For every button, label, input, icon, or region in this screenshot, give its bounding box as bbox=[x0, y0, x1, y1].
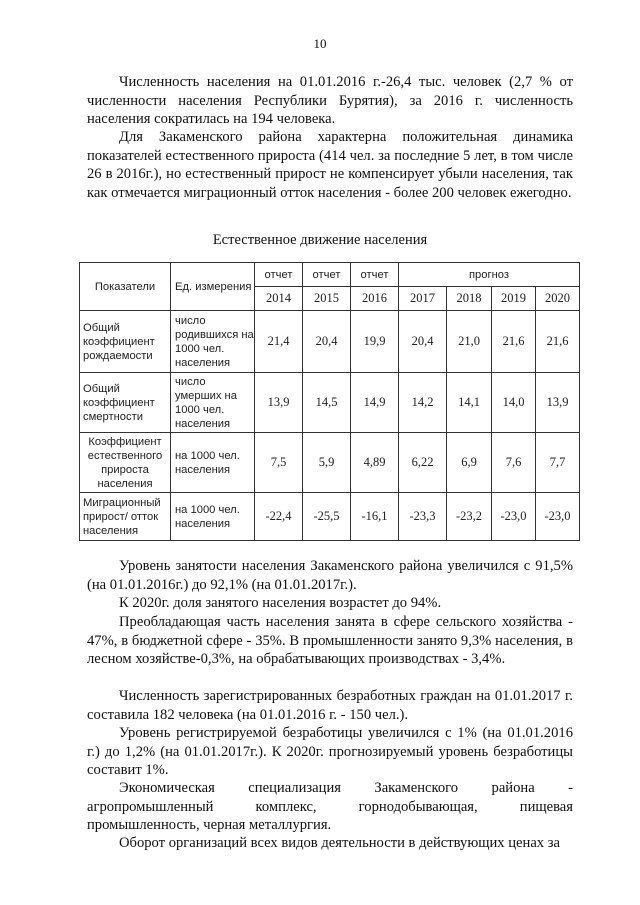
row-value: 14,9 bbox=[351, 373, 399, 433]
header-forecast: прогноз bbox=[399, 263, 580, 287]
row-indicator: Общий коэффициент рождаемости bbox=[80, 311, 171, 373]
paragraph-population: Численность населения на 01.01.2016 г.-26,4 тыс. человек (2,7 % от численности населения Республики Бурятия), за 2016 г. численность населения сократилась на 194 человека. bbox=[87, 74, 573, 127]
row-value: 20,4 bbox=[399, 311, 447, 373]
paragraph-employment-forecast: К 2020г. доля занятого населения возрастет до 94%. bbox=[119, 595, 442, 611]
page-number: 10 bbox=[313, 36, 327, 51]
header-year: 2018 bbox=[447, 287, 492, 311]
paragraph-specialization: Экономическая специализация Закаменского района - агропромышленный комплекс, горнодобывающая, пищевая промышленность, черная металлургия. bbox=[87, 780, 573, 833]
header-year: 2014 bbox=[255, 287, 303, 311]
row-value: 14,1 bbox=[447, 373, 492, 433]
row-value: 7,6 bbox=[492, 433, 536, 493]
row-indicator: Общий коэффициент смертности bbox=[80, 373, 171, 433]
row-value: 21,6 bbox=[492, 311, 536, 373]
paragraph-sectors: Преобладающая часть населения занята в сфере сельского хозяйства - 47%, в бюджетной сфере - 35%. В промышленности занято 9,3% населения, в лесном хозяйстве-0,3%, на обрабатывающих производствах - 3,4%. bbox=[87, 614, 573, 667]
row-value: 14,0 bbox=[492, 373, 536, 433]
header-report: отчет bbox=[351, 263, 399, 287]
paragraph-unemployment-rate: Уровень регистрируемой безработицы увеличился с 1% (на 01.01.2016 г.) до 1,2% (на 01.01.2017г.). К 2020г. прогнозируемый уровень безработицы составит 1%. bbox=[87, 725, 573, 778]
header-year: 2017 bbox=[399, 287, 447, 311]
row-unit: на 1000 чел. населения bbox=[171, 433, 255, 493]
header-report: отчет bbox=[255, 263, 303, 287]
row-value: 20,4 bbox=[303, 311, 351, 373]
row-unit: на 1000 чел. населения bbox=[171, 493, 255, 541]
row-value: 14,5 bbox=[303, 373, 351, 433]
table-title: Естественное движение населения bbox=[212, 232, 428, 248]
row-value: 13,9 bbox=[536, 373, 580, 433]
paragraph-unemployed: Численность зарегистрированных безработных граждан на 01.01.2017 г. составила 182 человека (на 01.01.2016 г. - 150 чел.). bbox=[87, 688, 573, 723]
row-value: -16,1 bbox=[351, 493, 399, 541]
table-row bbox=[80, 373, 580, 433]
row-value: 19,9 bbox=[351, 311, 399, 373]
row-value: 4,89 bbox=[351, 433, 399, 493]
table-header-row bbox=[80, 263, 580, 287]
row-value: -22,4 bbox=[255, 493, 303, 541]
row-value: 21,0 bbox=[447, 311, 492, 373]
header-year: 2020 bbox=[536, 287, 580, 311]
row-value: 7,7 bbox=[536, 433, 580, 493]
row-value: -23,0 bbox=[536, 493, 580, 541]
header-report: отчет bbox=[303, 263, 351, 287]
row-unit: число родившихся на 1000 чел. населения bbox=[171, 311, 255, 373]
row-value: 7,5 bbox=[255, 433, 303, 493]
row-value: 6,22 bbox=[399, 433, 447, 493]
row-value: 21,4 bbox=[255, 311, 303, 373]
row-value: 14,2 bbox=[399, 373, 447, 433]
row-value: 5,9 bbox=[303, 433, 351, 493]
table-row bbox=[80, 433, 580, 493]
row-value: -25,5 bbox=[303, 493, 351, 541]
row-value: 21,6 bbox=[536, 311, 580, 373]
population-movement-table bbox=[79, 262, 580, 541]
row-value: -23,3 bbox=[399, 493, 447, 541]
header-year: 2019 bbox=[492, 287, 536, 311]
table-row bbox=[80, 493, 580, 541]
row-indicator: Миграционный прирост/ отток населения bbox=[80, 493, 171, 541]
table-row bbox=[80, 311, 580, 373]
row-unit: число умерших на 1000 чел. населения bbox=[171, 373, 255, 433]
paragraph-turnover: Оборот организаций всех видов деятельности в действующих ценах за bbox=[119, 835, 560, 851]
row-value: 6,9 bbox=[447, 433, 492, 493]
header-unit: Ед. измерения bbox=[171, 263, 255, 311]
row-indicator: Коэффициент естественного прироста населения bbox=[80, 433, 171, 493]
header-year: 2016 bbox=[351, 287, 399, 311]
row-value: -23,0 bbox=[492, 493, 536, 541]
row-value: 13,9 bbox=[255, 373, 303, 433]
paragraph-employment: Уровень занятости населения Закаменского района увеличился с 91,5% (на 01.01.2016г.) до 92,1% (на 01.01.2017г.). bbox=[87, 558, 573, 593]
header-year: 2015 bbox=[303, 287, 351, 311]
row-value: -23,2 bbox=[447, 493, 492, 541]
paragraph-natural-growth: Для Закаменского района характерна положительная динамика показателей естественного прироста (414 чел. за последние 5 лет, в том числе 26 в 2016г.), но естественный прирост не компенсирует убыли населения, так как отмечается миграционный отток населения - более 200 человек ежегодно. bbox=[87, 129, 573, 201]
header-indicators: Показатели bbox=[80, 263, 171, 311]
